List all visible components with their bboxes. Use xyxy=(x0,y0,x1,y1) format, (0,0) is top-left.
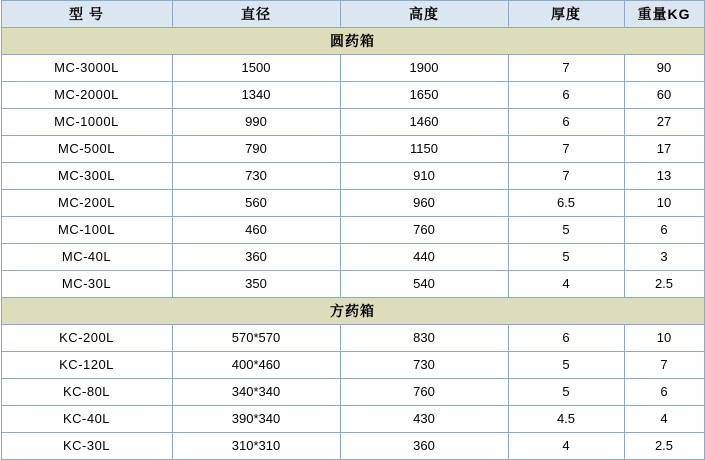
cell-model: KC-40L xyxy=(1,406,172,433)
cell-diameter: 790 xyxy=(172,136,340,163)
cell-model: KC-80L xyxy=(1,379,172,406)
cell-thickness: 7 xyxy=(508,55,624,82)
cell-thickness: 4.5 xyxy=(508,406,624,433)
cell-height: 910 xyxy=(340,163,508,190)
cell-thickness: 7 xyxy=(508,163,624,190)
cell-height: 1650 xyxy=(340,82,508,109)
cell-weight: 4 xyxy=(624,406,704,433)
cell-model: MC-200L xyxy=(1,190,172,217)
table-row xyxy=(1,379,704,406)
cell-weight: 60 xyxy=(624,82,704,109)
table-row xyxy=(1,352,704,379)
cell-weight: 10 xyxy=(624,325,704,352)
cell-diameter: 350 xyxy=(172,271,340,298)
cell-model: KC-200L xyxy=(1,325,172,352)
cell-height: 430 xyxy=(340,406,508,433)
cell-weight: 3 xyxy=(624,244,704,271)
cell-diameter: 460 xyxy=(172,217,340,244)
group-header-row xyxy=(1,298,704,325)
cell-diameter: 340*340 xyxy=(172,379,340,406)
table-row xyxy=(1,406,704,433)
cell-weight: 10 xyxy=(624,190,704,217)
cell-thickness: 6.5 xyxy=(508,190,624,217)
cell-diameter: 1500 xyxy=(172,55,340,82)
cell-height: 440 xyxy=(340,244,508,271)
table-row xyxy=(1,136,704,163)
cell-model: MC-1000L xyxy=(1,109,172,136)
column-header-thickness: 厚度 xyxy=(508,1,624,28)
column-header-weight: 重量KG xyxy=(624,1,704,28)
cell-weight: 27 xyxy=(624,109,704,136)
cell-thickness: 5 xyxy=(508,379,624,406)
cell-height: 540 xyxy=(340,271,508,298)
cell-height: 960 xyxy=(340,190,508,217)
table-row xyxy=(1,109,704,136)
column-header-height: 高度 xyxy=(340,1,508,28)
cell-weight: 90 xyxy=(624,55,704,82)
cell-height: 1460 xyxy=(340,109,508,136)
cell-weight: 2.5 xyxy=(624,271,704,298)
group-title: 圆药箱 xyxy=(1,28,704,55)
cell-thickness: 5 xyxy=(508,244,624,271)
table-row xyxy=(1,82,704,109)
cell-weight: 17 xyxy=(624,136,704,163)
cell-model: MC-3000L xyxy=(1,55,172,82)
cell-height: 760 xyxy=(340,217,508,244)
group-title: 方药箱 xyxy=(1,298,704,325)
table-row xyxy=(1,163,704,190)
table-body xyxy=(1,28,704,460)
cell-height: 1150 xyxy=(340,136,508,163)
cell-height: 830 xyxy=(340,325,508,352)
cell-thickness: 6 xyxy=(508,109,624,136)
table-header-row xyxy=(1,1,704,28)
column-header-model: 型 号 xyxy=(1,1,172,28)
cell-diameter: 990 xyxy=(172,109,340,136)
cell-height: 360 xyxy=(340,433,508,460)
cell-thickness: 4 xyxy=(508,433,624,460)
table-row xyxy=(1,244,704,271)
column-header-diameter: 直径 xyxy=(172,1,340,28)
cell-diameter: 560 xyxy=(172,190,340,217)
cell-model: KC-30L xyxy=(1,433,172,460)
cell-diameter: 390*340 xyxy=(172,406,340,433)
cell-height: 760 xyxy=(340,379,508,406)
cell-model: MC-300L xyxy=(1,163,172,190)
cell-thickness: 4 xyxy=(508,271,624,298)
cell-weight: 2.5 xyxy=(624,433,704,460)
cell-weight: 7 xyxy=(624,352,704,379)
cell-model: MC-30L xyxy=(1,271,172,298)
specification-table xyxy=(1,0,705,460)
cell-thickness: 7 xyxy=(508,136,624,163)
cell-model: MC-100L xyxy=(1,217,172,244)
table-row xyxy=(1,325,704,352)
cell-weight: 6 xyxy=(624,379,704,406)
cell-thickness: 6 xyxy=(508,325,624,352)
group-header-row xyxy=(1,28,704,55)
cell-diameter: 730 xyxy=(172,163,340,190)
cell-thickness: 5 xyxy=(508,217,624,244)
cell-model: MC-2000L xyxy=(1,82,172,109)
cell-weight: 6 xyxy=(624,217,704,244)
cell-model: MC-40L xyxy=(1,244,172,271)
cell-model: MC-500L xyxy=(1,136,172,163)
table-row xyxy=(1,271,704,298)
cell-weight: 13 xyxy=(624,163,704,190)
table-row xyxy=(1,55,704,82)
cell-diameter: 360 xyxy=(172,244,340,271)
cell-diameter: 570*570 xyxy=(172,325,340,352)
cell-thickness: 5 xyxy=(508,352,624,379)
table-row xyxy=(1,433,704,460)
cell-height: 1900 xyxy=(340,55,508,82)
cell-diameter: 400*460 xyxy=(172,352,340,379)
cell-diameter: 1340 xyxy=(172,82,340,109)
cell-model: KC-120L xyxy=(1,352,172,379)
table-row xyxy=(1,217,704,244)
table-row xyxy=(1,190,704,217)
cell-thickness: 6 xyxy=(508,82,624,109)
cell-diameter: 310*310 xyxy=(172,433,340,460)
cell-height: 730 xyxy=(340,352,508,379)
